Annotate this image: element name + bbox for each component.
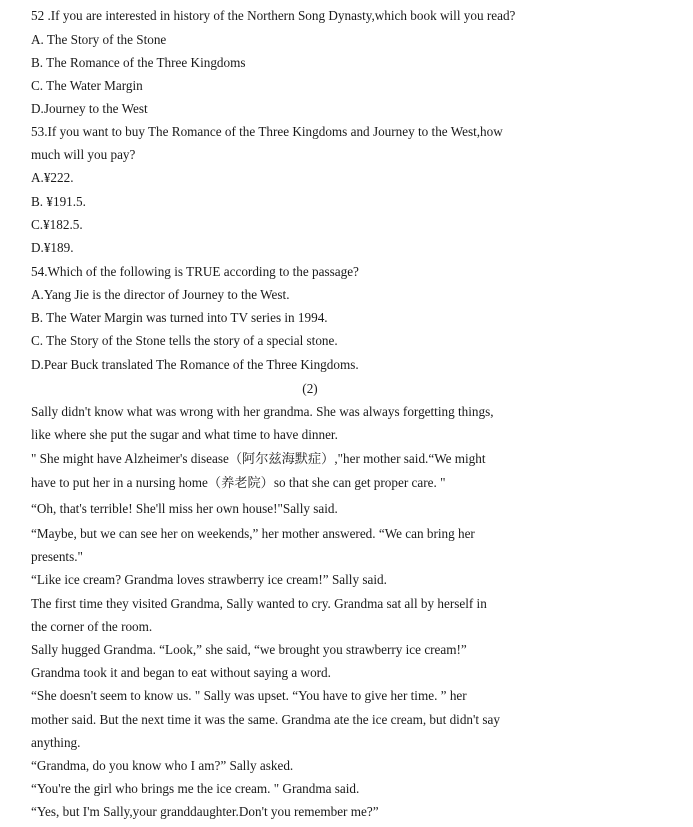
q53-option-b: B. ¥191.5. — [31, 194, 86, 209]
q54-option-c: C. The Story of the Stone tells the story of a special stone. — [31, 333, 338, 348]
q52-option-a: A. The Story of the Stone — [31, 32, 167, 47]
question-54: 54.Which of the following is TRUE according to the passage? — [31, 264, 359, 279]
q52-option-c: C. The Water Margin — [31, 78, 143, 93]
q54-option-b: B. The Water Margin was turned into TV series in 1994. — [31, 310, 328, 325]
question-53-line-2: much will you pay? — [31, 147, 136, 162]
question-53-line-1: 53.If you want to buy The Romance of the Three Kingdoms and Journey to the West,how — [31, 124, 503, 139]
passage-line: “You're the girl who brings me the ice cream. " Grandma said. — [31, 781, 360, 796]
q53-option-c: C.¥182.5. — [31, 217, 83, 232]
passage-line: “She doesn't seem to know us. " Sally was upset. “You have to give her time. ” her — [31, 688, 467, 703]
passage-line: The first time they visited Grandma, Sally wanted to cry. Grandma sat all by herself in — [31, 596, 487, 611]
q52-option-d: D.Journey to the West — [31, 101, 148, 116]
passage-line: anything. — [31, 735, 81, 750]
q53-option-d: D.¥189. — [31, 240, 74, 255]
passage-line: Sally hugged Grandma. “Look,” she said, “we brought you strawberry ice cream!” — [31, 642, 467, 657]
passage-line: “Yes, but I'm Sally,your granddaughter.Don't you remember me?” — [31, 804, 379, 819]
passage-line: Grandma took it and began to eat without saying a word. — [31, 665, 331, 680]
q53-option-a: A.¥222. — [31, 170, 74, 185]
passage-line: like where she put the sugar and what time to have dinner. — [31, 427, 338, 442]
passage-line: “Grandma, do you know who I am?” Sally asked. — [31, 758, 294, 773]
passage-line: " She might have Alzheimer's disease（阿尔兹海默症）,"her mother said.“We might — [31, 451, 486, 466]
passage-line: “Oh, that's terrible! She'll miss her own house!"Sally said. — [31, 501, 338, 516]
passage-line: mother said. But the next time it was the same. Grandma ate the ice cream, but didn't say — [31, 712, 500, 727]
section-label: (2) — [302, 381, 318, 396]
question-52: 52 .If you are interested in history of the Northern Song Dynasty,which book will you read? — [31, 8, 516, 23]
passage-line: “Like ice cream? Grandma loves strawberry ice cream!” Sally said. — [31, 572, 387, 587]
passage-line: Sally didn't know what was wrong with her grandma. She was always forgetting things, — [31, 404, 494, 419]
q54-option-d: D.Pear Buck translated The Romance of the Three Kingdoms. — [31, 357, 359, 372]
passage-line: have to put her in a nursing home（养老院）so that she can get proper care. " — [31, 475, 446, 490]
q52-option-b: B. The Romance of the Three Kingdoms — [31, 55, 246, 70]
passage-line: “Maybe, but we can see her on weekends,” her mother answered. “We can bring her — [31, 526, 475, 541]
passage-line: presents." — [31, 549, 83, 564]
q54-option-a: A.Yang Jie is the director of Journey to the West. — [31, 287, 290, 302]
passage-line: the corner of the room. — [31, 619, 153, 634]
